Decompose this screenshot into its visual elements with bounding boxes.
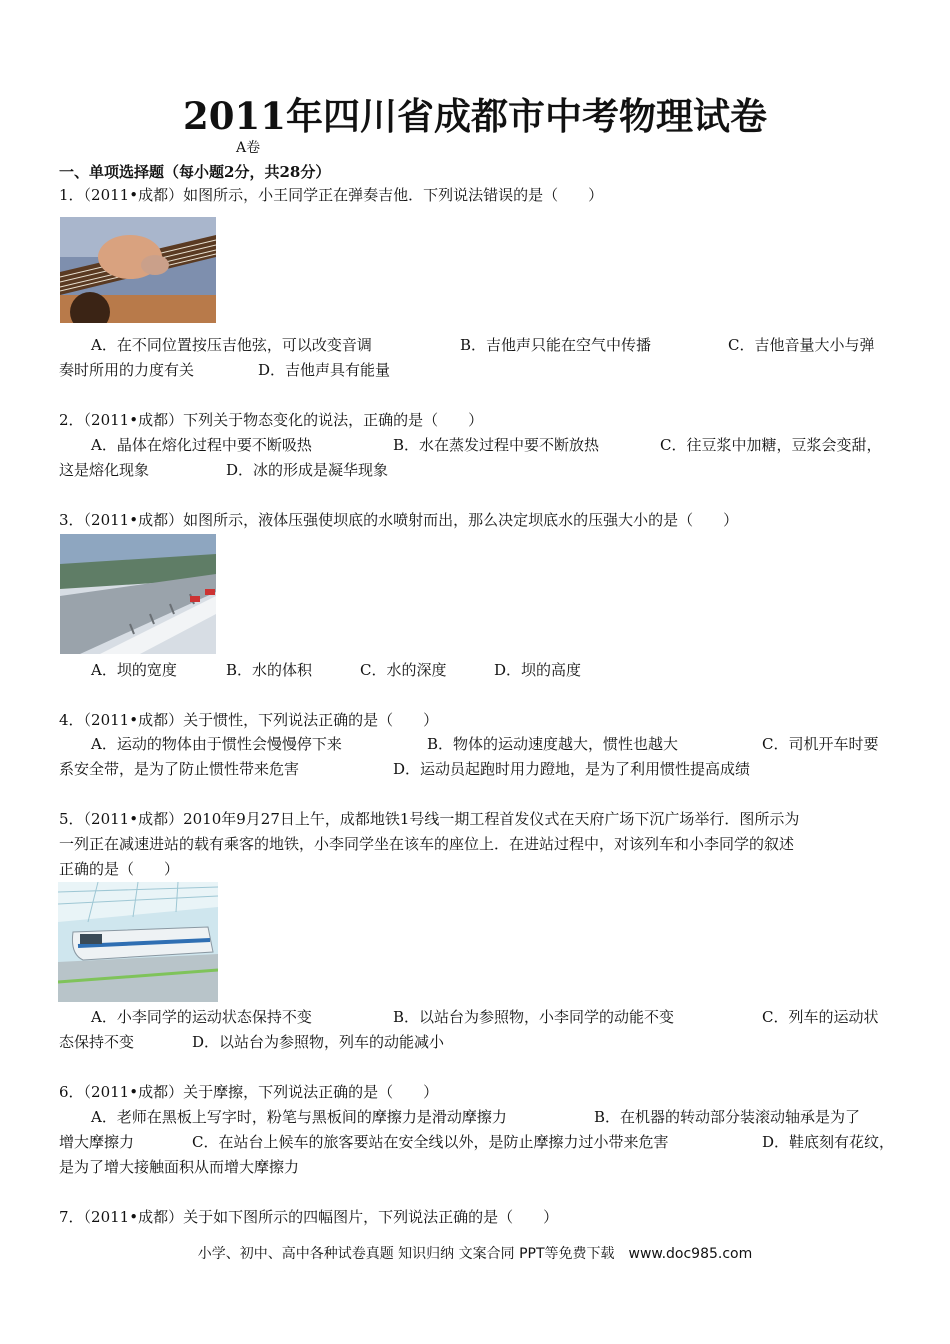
q6-option-d-cont: 是为了增大接触面积从而增大摩擦力 [59,1158,300,1176]
q3-option-b: B．水的体积 [226,661,313,679]
question-1-stem: 1．（2011•成都）如图所示，小王同学正在弹奏吉他．下列说法错误的是（ ） [59,186,604,204]
q1-option-a: A．在不同位置按压吉他弦，可以改变音调 [91,336,372,354]
q3-option-a: A．坝的宽度 [91,661,177,679]
q4-option-b: B．物体的运动速度越大，惯性也越大 [427,735,679,753]
q3-option-d: D．坝的高度 [494,661,582,679]
q4-option-c-cont: 系安全带，是为了防止惯性带来危害 [59,760,300,778]
q6-option-b: B．在机器的转动部分装滚动轴承是为了 [594,1108,861,1126]
question-4-stem: 4．（2011•成都）关于惯性，下列说法正确的是（ ） [59,711,439,729]
q1-option-d: D．吉他声具有能量 [258,361,391,379]
question-3-stem: 3．（2011•成都）如图所示，液体压强使坝底的水喷射而出，那么决定坝底水的压强大小的是（ ） [59,511,739,529]
q1-option-c-cont: 奏时所用的力度有关 [59,361,195,379]
guitar-photo [60,217,216,323]
q4-option-d: D．运动员起跑时用力蹬地，是为了利用惯性提高成绩 [393,760,751,778]
q2-option-b: B．水在蒸发过程中要不断放热 [393,436,600,454]
q2-option-c: C．往豆浆中加糖，豆浆会变甜， [660,436,882,454]
page-footer: 小学、初中、高中各种试卷真题 知识归纳 文案合同 PPT等免费下载 www.doc985.com [197,1246,753,1262]
q2-option-a: A．晶体在熔化过程中要不断吸热 [91,436,312,454]
volume-label: A卷 [236,140,261,156]
page-title: 2011年四川省成都市中考物理试卷 [183,94,767,138]
question-7-stem: 7．（2011•成都）关于如下图所示的四幅图片，下列说法正确的是（ ） [59,1208,559,1226]
dam-photo [60,534,216,654]
section-heading: 一、单项选择题（每小题2分，共28分） [59,163,331,181]
q2-option-c-cont: 这是熔化现象 [59,461,150,479]
subway-photo [58,882,218,1002]
q6-option-b-cont: 增大摩擦力 [59,1133,135,1151]
question-5-stem-line1: 5．（2011•成都）2010年9月27日上午，成都地铁1号线一期工程首发仪式在天府广场下沉广场举行．图所示为 [59,810,800,828]
q6-option-d: D．鞋底刻有花纹， [762,1133,895,1151]
q6-option-a: A．老师在黑板上写字时，粉笔与黑板间的摩擦力是滑动摩擦力 [91,1108,507,1126]
q3-option-c: C．水的深度 [360,661,447,679]
q1-option-c: C．吉他音量大小与弹 [728,336,875,354]
q5-option-b: B．以站台为参照物，小李同学的动能不变 [393,1008,675,1026]
question-5-stem-line3: 正确的是（ ） [59,860,180,878]
q5-option-a: A．小李同学的运动状态保持不变 [91,1008,312,1026]
q5-option-c: C．列车的运动状 [762,1008,879,1026]
q4-option-c: C．司机开车时要 [762,735,879,753]
q1-option-b: B．吉他声只能在空气中传播 [460,336,652,354]
question-5-stem-line2: 一列正在减速进站的载有乘客的地铁，小李同学坐在该车的座位上．在进站过程中，对该列车和小李同学的叙述 [59,835,795,853]
question-6-stem: 6．（2011•成都）关于摩擦，下列说法正确的是（ ） [59,1083,439,1101]
q4-option-a: A．运动的物体由于惯性会慢慢停下来 [91,735,342,753]
q5-option-c-cont: 态保持不变 [59,1033,135,1051]
q2-option-d: D．冰的形成是凝华现象 [226,461,389,479]
q5-option-d: D．以站台为参照物，列车的动能减小 [192,1033,445,1051]
question-2-stem: 2．（2011•成都）下列关于物态变化的说法，正确的是（ ） [59,411,484,429]
q6-option-c: C．在站台上候车的旅客要站在安全线以外，是防止摩擦力过小带来危害 [192,1133,669,1151]
